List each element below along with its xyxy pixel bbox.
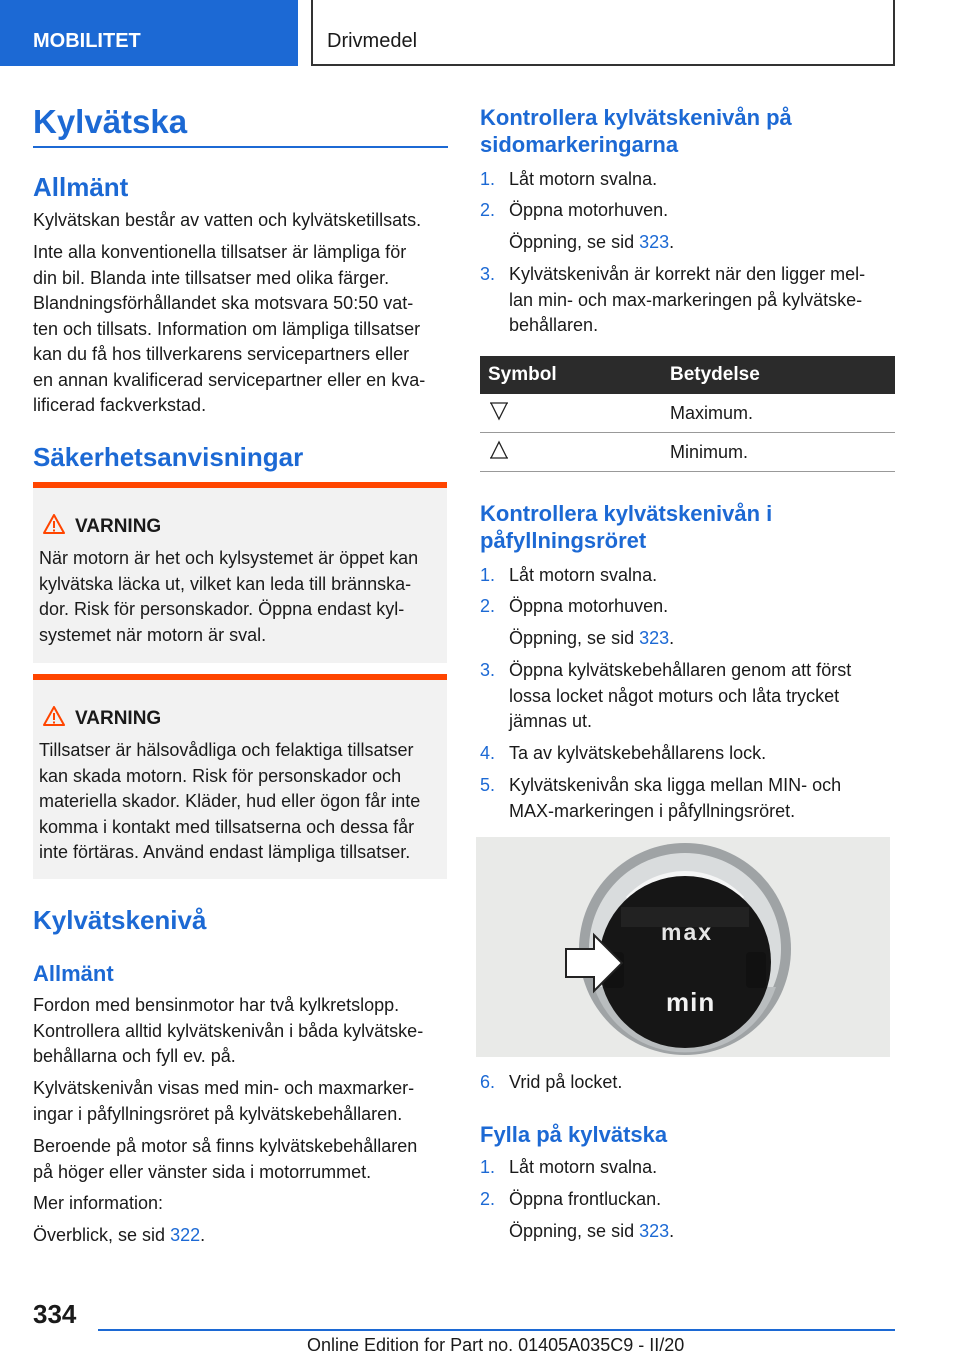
level-paragraph-3: Beroende på motor så finns kylvätskebehållaren på höger eller vänster sida i motorrummet. — [33, 1136, 418, 1182]
step-reference: Öppning, se sid 323. — [509, 232, 675, 252]
edition-note: Online Edition for Part no. 01405A035C9 - II/20 — [307, 1335, 685, 1355]
max-label: max — [661, 919, 714, 945]
list-item: 1. Låt motorn svalna. — [480, 565, 658, 585]
level-paragraph-2: Kylvätskenivån visas med min- och maxmarker- ingar i påfyllningsröret på kylvätskebehållaren. — [33, 1078, 415, 1124]
list-item: 2. Öppna motorhuven. — [480, 596, 669, 616]
level-heading: Kylvätskenivå — [33, 905, 207, 935]
table-row: Maximum. — [480, 394, 895, 433]
list-item: 2. Öppna motorhuven. — [480, 200, 669, 220]
page-link[interactable]: 322 — [170, 1225, 201, 1245]
filler-neck-heading: Kontrollera kylvätskenivån i påfyllningsröret — [480, 501, 773, 553]
list-item: 3. Kylvätskenivån är korrekt när den ligger mel- lan min- och max-markeringen på kylvätske- behållaren. — [480, 264, 866, 335]
top-up-heading: Fylla på kylvätska — [480, 1122, 668, 1147]
list-item: 5. Kylvätskenivån ska ligga mellan MIN- och MAX-markeringen i påfyllningsröret. — [480, 775, 842, 821]
list-item: 1. Låt motorn svalna. — [480, 169, 658, 189]
section-tab: MOBILITET — [0, 0, 298, 66]
warning-box-2 — [33, 674, 447, 879]
side-markers-heading: Kontrollera kylvätskenivån på sidomarkeringarna — [480, 105, 792, 157]
warning-icon — [43, 514, 65, 534]
page-title: Kylvätska — [33, 103, 188, 140]
list-item: 1. Låt motorn svalna. — [480, 1157, 658, 1177]
table-row: Minimum. — [480, 433, 895, 472]
level-reference: Överblick, se sid 322. — [33, 1225, 206, 1245]
safety-heading: Säkerhetsanvisningar — [33, 442, 304, 472]
warning-title: VARNING — [75, 708, 162, 729]
max-marker-icon — [488, 400, 510, 422]
step-reference: Öppning, se sid 323. — [509, 628, 675, 648]
level-subheading: Allmänt — [33, 961, 114, 986]
level-paragraph-4: Mer information: — [33, 1193, 164, 1213]
list-item: 4. Ta av kylvätskebehållarens lock. — [480, 743, 767, 763]
page-link[interactable]: 323 — [639, 628, 670, 648]
list-item: 3. Öppna kylvätskebehållaren genom att först lossa locket något moturs och låta trycket jämnas ut. — [480, 660, 852, 731]
page-link[interactable]: 323 — [639, 232, 670, 252]
list-item: 2. Öppna frontluckan. — [480, 1189, 662, 1209]
warning-text: Tillsatser är hälsovådliga och felaktiga tillsatser kan skada motorn. Risk för personskador och materiella skador. Kläder, hud eller ögon får inte komma i kontakt med tillsatserna och dessa får inte förtäras. Använd endast lämpliga tillsatser. — [39, 740, 421, 862]
warning-box-1 — [33, 482, 447, 663]
warning-icon — [43, 706, 65, 726]
level-paragraph-1: Fordon med bensinmotor har två kylkretslopp. Kontrollera alltid kylvätskenivån i båda kylvätske- behållarna och fyll ev. på. — [33, 995, 424, 1066]
filler-neck-image — [476, 837, 890, 1057]
table-header: Symbol — [480, 356, 662, 394]
chapter-tab: Drivmedel — [311, 0, 895, 66]
page-link[interactable]: 323 — [639, 1221, 670, 1241]
page-number: 334 — [33, 1299, 77, 1329]
symbol-table — [480, 356, 895, 472]
general-paragraph-1: Kylvätskan består av vatten och kylvätsketillsats. — [33, 210, 422, 230]
list-item: 6. Vrid på locket. — [480, 1072, 623, 1092]
general-heading: Allmänt — [33, 172, 129, 202]
min-marker-icon — [488, 439, 510, 461]
filler-neck-illustration — [476, 837, 890, 1057]
footer-rule — [98, 1329, 895, 1331]
warning-title: VARNING — [75, 516, 162, 537]
min-label: min — [666, 987, 716, 1017]
general-paragraph-2: Inte alla konventionella tillsatser är lämpliga för din bil. Blanda inte tillsatser med olika färger. Blandningsförhållandet ska motsvara 50:50 vat- ten och tillsats. Information om lämpliga tillsatser kan du få hos tillverkarens servicepartners eller en annan kvalificerad servicepartner eller en kva- lificerad fackverkstad. — [33, 242, 426, 415]
title-rule — [33, 146, 448, 148]
step-reference: Öppning, se sid 323. — [509, 1221, 675, 1241]
warning-text: När motorn är het och kylsystemet är öppet kan kylvätska läcka ut, vilket kan leda till brännska- dor. Risk för personskador. Öppna endast kyl- systemet när motorn är sval. — [39, 548, 419, 645]
table-header: Betydelse — [662, 356, 895, 394]
